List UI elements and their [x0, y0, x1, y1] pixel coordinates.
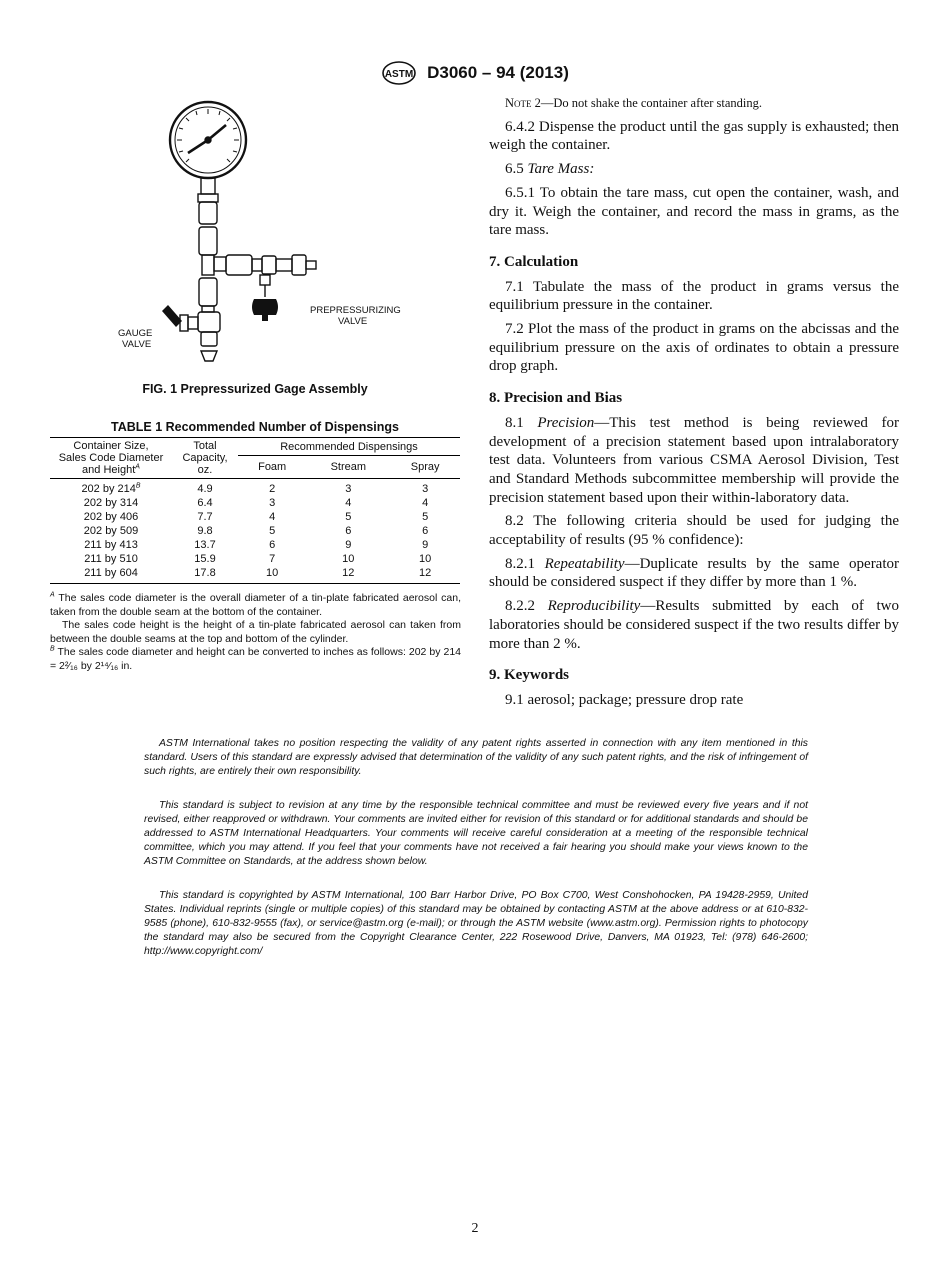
table-row — [50, 566, 460, 584]
cell-stream: 6 — [345, 525, 352, 537]
section-8-2-1: 8.2.1 Repeatability—Duplicate results by the same operator should be considered suspect if they differ by more than 1 %. — [489, 555, 900, 591]
section-8-2: 8.2 The following criteria should be used for judging the acceptability of results (95 % confidence): — [489, 513, 899, 549]
legal-revision-paragraph: This standard is subject to revision at any time by the responsible technical committee and must be reviewed every five years and if not revised, either reapproved or withdrawn. Your comments are invited either for revision of this standard or for additional standards and should be addressed to ASTM International Headquarters. Your comments will receive careful consideration at a meeting of the responsible technical committee, which you may attend. If you feel that your comments have not received a fair hearing you should make your views known to the ASTM Committee on Standards, at the address shown below. — [144, 800, 808, 867]
legal-copyright-paragraph: This standard is copyrighted by ASTM International, 100 Barr Harbor Drive, PO Box C700, West Conshohocken, PA 19428-2959, United States. Individual reprints (single or multiple copies) of this standard may be obtained by contacting ASTM at the above address or at 610-832-9585 (phone), 610-832-9555 (fax), or service@astm.org (e-mail); or through the ASTM website (www.astm.org). Permission rights to photocopy the standard may also be secured from the Copyright Clearance Center, 222 Rosewood Drive, Danvers, MA 01923, Tel: (978) 646-2600; http://www.copyright.com/ — [144, 890, 808, 957]
cell-container-size: 211 by 510 — [84, 553, 138, 565]
cell-spray: 9 — [422, 539, 429, 551]
footnote-b: $^B$ The sales code diameter and height can be converted to inches as follows: 202 by 214 = 2²⁄₁₆ by 2¹⁴⁄₁₆ in. — [50, 645, 462, 672]
gauge-valve-label-line1: GAUGE — [118, 328, 153, 339]
heading-keywords: 9. Keywords — [489, 667, 569, 684]
cell-foam: 6 — [269, 539, 276, 551]
cell-stream: 12 — [306, 566, 390, 584]
cell-spray: 3 — [422, 483, 429, 495]
svg-text:ASTM: ASTM — [384, 69, 414, 80]
section-6-4-2: 6.4.2 Dispense the product until the gas supply is exhausted; then weigh the container. — [489, 118, 899, 154]
cell-capacity: 9.8 — [197, 525, 213, 537]
table-title: TABLE 1 Recommended Number of Dispensings — [110, 420, 399, 434]
legal-notice — [144, 737, 808, 979]
section-7-1: 7.1 Tabulate the mass of the product in grams versus the equilibrium pressure in the container. — [489, 278, 899, 314]
column-header-recommended-dispensings: Recommended Dispensings — [238, 438, 460, 456]
prepressurizing-label-line1: PREPRESSURIZING — [310, 305, 401, 316]
cell-spray: 10 — [419, 553, 432, 565]
cell-foam: 4 — [269, 511, 276, 523]
prepressurizing-label-line2: VALVE — [338, 316, 368, 327]
page-number: 2 — [471, 1221, 479, 1236]
cell-foam: 3 — [269, 497, 276, 509]
cell-container-size: 202 by $214^B$ — [81, 482, 141, 495]
gage-assembly-figure — [110, 95, 410, 375]
cell-stream: 3 — [345, 483, 352, 495]
dispensings-table — [50, 437, 460, 584]
cell-capacity: 4.9 — [197, 483, 213, 495]
footnote-a-continued: The sales code height is the height of a tin-plate fabricated aerosol can taken from between the double seams at the top and bottom of the cylinder. — [50, 619, 461, 645]
cell-spray: 4 — [422, 497, 429, 509]
table-row — [50, 538, 460, 552]
cell-capacity: 7.7 — [197, 511, 213, 523]
table-row — [50, 510, 460, 524]
table-row — [50, 524, 460, 538]
footnote-a: $^A$ The sales code diameter is the overall diameter of a tin-plate fabricated aerosol can, taken from the double seam at the bottom of the container. — [50, 591, 461, 618]
section-7-2: 7.2 Plot the mass of the product in grams on the abcissas and the equilibrium pressure on the axis of ordinates to obtain a pressure drop graph. — [489, 321, 899, 375]
cell-capacity: 15.9 — [194, 553, 216, 565]
cell-foam: 10 — [238, 566, 306, 584]
section-8-1: 8.1 Precision—This test method is being reviewed for development of a precision statement based upon intralaboratory test data. Volunteers from various CSMA Aerosol Division, Test and Standard Methods subcommittee membership will provide the precision statement based upon their within-laboratory data. — [489, 414, 899, 506]
cell-container-size: 211 by 413 — [84, 539, 138, 551]
section-8-2-2: 8.2.2 Reproducibility—Results submitted by each of two laboratories should be considered suspect if the two results differ by more than 2 %. — [489, 598, 900, 652]
section-6-5: 6.5 Tare Mass: — [505, 161, 595, 178]
heading-precision-bias: 8. Precision and Bias — [489, 390, 623, 407]
table-row — [50, 552, 460, 566]
cell-stream: 5 — [345, 511, 352, 523]
table-footnotes — [50, 592, 461, 674]
cell-spray: 12 — [390, 566, 460, 584]
cell-container-size: 211 by 604 — [50, 566, 172, 584]
cell-capacity: 17.8 — [172, 566, 238, 584]
column-header-container-size: Container Size, Sales Code Diameter and Height$^A$ — [50, 438, 172, 479]
section-6-5-1: 6.5.1 To obtain the tare mass, cut open the container, wash, and dry it. Weigh the container, and record the mass in grams, as the tare mass. — [489, 184, 899, 239]
column-header-spray: Spray — [390, 456, 460, 479]
column-header-foam: Foam — [238, 456, 306, 479]
table-row — [50, 479, 460, 497]
gauge-valve-label-line2: VALVE — [122, 339, 152, 350]
cell-container-size: 202 by 509 — [83, 525, 139, 537]
right-column — [489, 94, 899, 715]
page-header — [0, 60, 950, 86]
column-header-stream: Stream — [306, 456, 390, 479]
legal-patent-paragraph: ASTM International takes no position respecting the validity of any patent rights asserted in connection with any item mentioned in this standard. Users of this standard are expressly advised that determination of the validity of any such patent rights, and the risk of infringement of such rights, are entirely their own responsibility. — [144, 738, 808, 777]
column-header-capacity: Total Capacity, oz. — [172, 438, 238, 479]
table-row — [50, 496, 460, 510]
cell-stream: 9 — [345, 539, 352, 551]
heading-calculation: 7. Calculation — [489, 253, 579, 270]
cell-foam: 2 — [269, 483, 276, 495]
document-designation: D3060 – 94 (2013) — [427, 63, 569, 82]
cell-container-size: 202 by 406 — [83, 511, 139, 523]
cell-spray: 6 — [422, 525, 429, 537]
cell-spray: 5 — [422, 511, 429, 523]
astm-logo-icon — [381, 60, 417, 86]
cell-foam: 7 — [269, 553, 276, 565]
cell-stream: 10 — [342, 553, 355, 565]
cell-foam: 5 — [269, 525, 276, 537]
section-9-1: 9.1 aerosol; package; pressure drop rate — [505, 691, 744, 708]
cell-container-size: 202 by 314 — [83, 497, 139, 509]
note-2: Note 2—Do not shake the container after standing. — [505, 96, 763, 110]
figure-caption: FIG. 1 Prepressurized Gage Assembly — [142, 382, 368, 396]
cell-capacity: 6.4 — [197, 497, 213, 509]
cell-stream: 4 — [345, 497, 352, 509]
cell-capacity: 13.7 — [194, 539, 216, 551]
